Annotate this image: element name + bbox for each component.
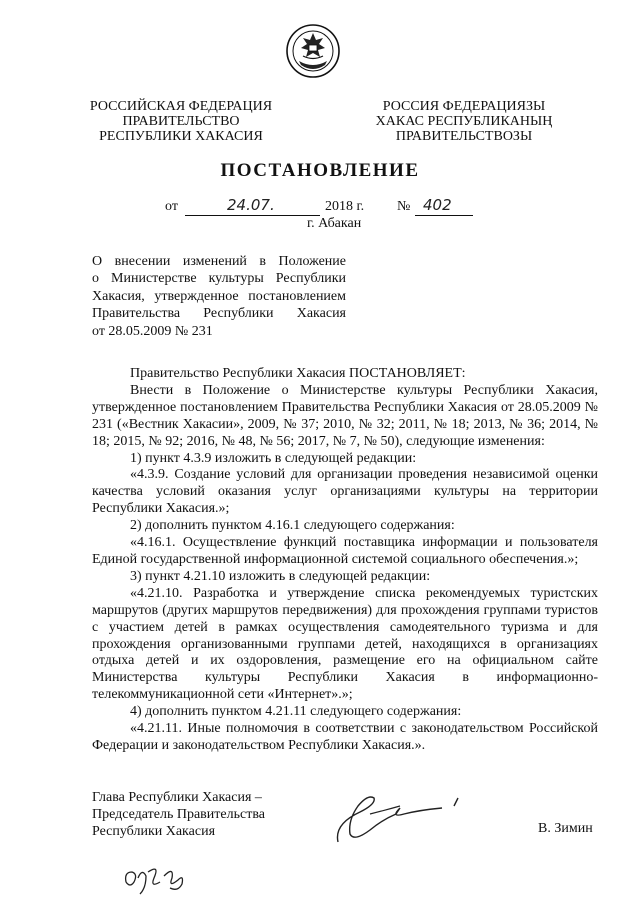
- city-label: г. Абакан: [307, 216, 362, 231]
- subject-line: от 28.05.2009 № 231: [92, 323, 213, 339]
- body-paragraph: «4.16.1. Осуществление функций поставщика информации и пользователя Единой государственной информационной системой социального обеспечения.»;: [92, 535, 598, 567]
- body-paragraph: 3) пункт 4.21.10 изложить в следующей редакции:: [130, 568, 431, 584]
- from-label: от: [165, 199, 178, 214]
- subject-line: Правительства Республики Хакасия: [92, 306, 346, 322]
- header-left-block: [76, 99, 286, 144]
- body-paragraph: 2) дополнить пунктом 4.16.1 следующего содержания:: [130, 518, 455, 534]
- handwritten-initials: [120, 858, 192, 898]
- coat-of-arms-emblem: [285, 23, 341, 79]
- body-paragraph: «4.3.9. Создание условий для организации проведения независимой оценки качества условий оказания услуг организациями культуры на территории Республики Хакасия.»;: [92, 467, 598, 517]
- header-right-line: РОССИЯ ФЕДЕРАЦИЯЗЫ: [382, 99, 546, 114]
- header-left-line: ПРАВИТЕЛЬСТВО: [122, 114, 240, 129]
- handwritten-signature: [330, 784, 490, 854]
- body-text: [92, 366, 598, 755]
- number-label: №: [397, 199, 411, 214]
- body-paragraph: 4) дополнить пунктом 4.21.11 следующего содержания:: [130, 704, 462, 720]
- header-right-line: ПРАВИТЕЛЬСТВОЗЫ: [395, 129, 533, 144]
- number-underline: [415, 215, 473, 216]
- subject-line: О внесении изменений в Положение: [92, 254, 346, 269]
- body-paragraph: 1) пункт 4.3.9 изложить в следующей редакции:: [130, 450, 417, 466]
- header-right-line: ХАКАС РЕСПУБЛИКАНЫҢ: [375, 114, 553, 129]
- subject-line: о Министерстве культуры Республики: [92, 271, 346, 287]
- header-left-line: РОССИЙСКАЯ ФЕДЕРАЦИЯ: [89, 99, 273, 114]
- body-paragraph: Внести в Положение о Министерстве культуры Республики Хакасия, утвержденное постановлением Правительства Республики Хакасия от 28.05.2009 № 231 («Вестник Хакасии», 2009, № 37; 2010, № 32; 2011, № 18; 2013, № 36; 2014, № 18; 2015, № 92; 2016, № 48, № 56; 2017, № 7, № 50), следующие изменения:: [92, 382, 598, 449]
- header-left-line: РЕСПУБЛИКИ ХАКАСИЯ: [99, 129, 263, 144]
- signatory-position: [92, 789, 265, 840]
- subject-block: [92, 253, 346, 340]
- header-right-block: [364, 99, 564, 144]
- subject-line: Хакасия, утвержденное постановлением: [92, 288, 346, 304]
- signatory-name: В. Зимин: [538, 821, 593, 836]
- document-title: ПОСТАНОВЛЕНИЕ: [220, 160, 420, 181]
- body-paragraph: Правительство Республики Хакасия ПОСТАНОВЛЯЕТ:: [130, 366, 466, 381]
- signatory-line: Республики Хакасия: [92, 824, 216, 839]
- year-label: 2018 г.: [325, 199, 365, 214]
- date-underline: [185, 215, 320, 216]
- handwritten-date: 24.07.: [227, 196, 275, 214]
- body-paragraph: «4.21.10. Разработка и утверждение списка рекомендуемых туристских маршрутов (других маршрутов передвижения) для прохождения группами туристов с участием детей в рамках осуществления самодеятельного туризма и для прохождения организованными группами детей, находящихся в организациях отдыха детей и их оздоровления, размещение его на официальном сайте Министерства культуры Республики Хакасия в информационно-телекоммуникационной сети «Интернет».»;: [92, 585, 598, 703]
- signatory-line: Председатель Правительства: [92, 807, 265, 822]
- body-paragraph: «4.21.11. Иные полномочия в соответствии с законодательством Российской Федерации и законодательством Республики Хакасия.».: [92, 721, 598, 753]
- signatory-line: Глава Республики Хакасия –: [92, 790, 262, 805]
- handwritten-number: 402: [423, 196, 452, 214]
